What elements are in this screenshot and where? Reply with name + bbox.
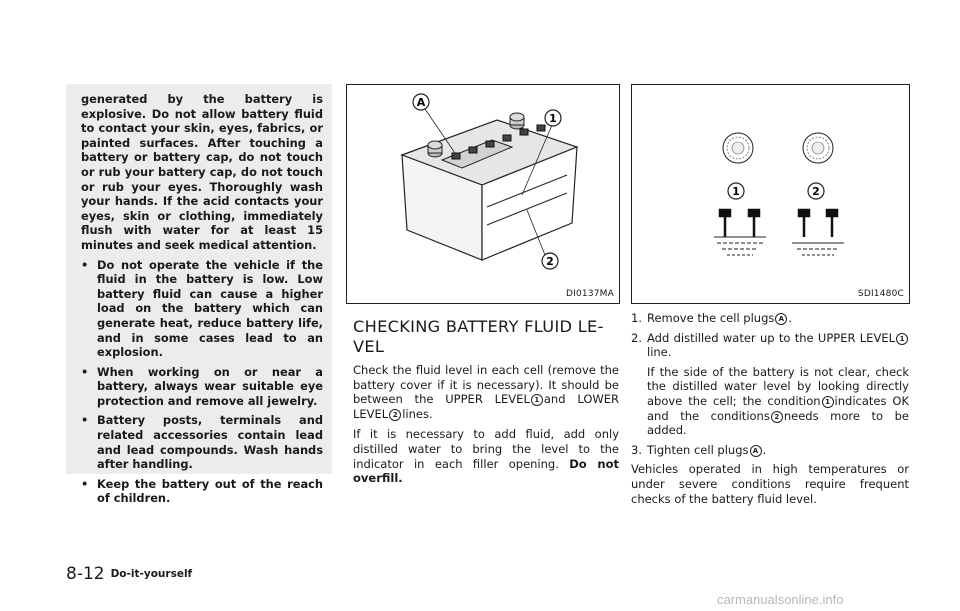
warning-intro: generated by the battery is explosive. Do not allow battery fluid to contact your skin, eyes, fabrics, or painted surfaces. After touching a battery or battery cap, do not touch or rub your battery cap, do not touch or rub your eyes. Thoroughly wash your hands. If the acid contacts your eyes, skin or clothing, immediately flush with water for at least 15 minutes and seek medical attention. — [81, 92, 323, 252]
text: Add distilled water up to the UPPER LEVEL — [647, 330, 895, 345]
paragraph — [353, 427, 619, 485]
step-2 — [631, 331, 909, 360]
text: needs more to be added. — [647, 408, 909, 438]
closing-paragraph: Vehicles operated in high temperatures or under severe conditions require frequent checks of the battery fluid level. — [631, 462, 909, 506]
text: If it is necessary to add fluid, add only distilled water to bring the level to the indicator in each filler opening. — [353, 427, 619, 471]
text: line. — [647, 345, 672, 360]
warning-bullet: • When working on or near a battery, always wear suitable eye protection and remove all jewelry. — [81, 365, 323, 409]
figure-code: DI0137MA — [565, 289, 614, 299]
step-number: 1. — [631, 311, 642, 325]
text: . — [762, 442, 767, 457]
callout-a-icon: A — [750, 445, 762, 457]
callout-1-label: 1 — [732, 185, 740, 198]
callout-2-label: 2 — [546, 255, 554, 268]
right-column-text — [631, 311, 909, 511]
middle-column-text — [353, 363, 619, 492]
battery-illustration — [347, 85, 619, 303]
bold-text: Do not overfill. — [353, 456, 619, 486]
callout-1-icon: 1 — [531, 394, 543, 406]
text: Check the fluid level in each cell (remove the battery cover if it is necessary). It should be between the UPPER LEVEL — [353, 363, 619, 407]
callout-1-label: 1 — [549, 112, 557, 125]
fluid-level-figure — [631, 84, 910, 304]
section-name: Do-it-yourself — [110, 568, 193, 580]
warning-text — [81, 92, 323, 506]
warning-bullet: • Do not operate the vehicle if the fluid in the battery is low. Low battery fluid can cause a higher load on the battery which can generate heat, reduce battery life, and in some cases lead to an explosion. — [81, 258, 323, 360]
callout-2-label: 2 — [812, 185, 820, 198]
callout-a-icon: A — [775, 313, 787, 325]
text: . — [788, 311, 793, 325]
text: Tighten cell plugs — [647, 442, 749, 457]
step-number: 2. — [631, 330, 642, 345]
warning-bullet: • Battery posts, terminals and related accessories contain lead and lead compounds. Wash hands after handling. — [81, 413, 323, 471]
section-heading: CHECKING BATTERY FLUID LE-VEL — [353, 317, 604, 356]
callout-1-icon: 1 — [896, 333, 908, 345]
warning-bullet: • Keep the battery out of the reach of children. — [81, 477, 323, 506]
text: and LOWER LEVEL — [353, 392, 620, 421]
step-2-note — [631, 365, 909, 438]
callout-2-icon: 2 — [771, 411, 783, 423]
text: lines. — [402, 406, 433, 421]
figure-code: SDI1480C — [857, 289, 904, 299]
page-footer — [66, 564, 192, 584]
callout-2-icon: 2 — [389, 409, 401, 421]
text: If the side of the battery is not clear, check the distilled water level by looking directly above the cell; the condition — [647, 364, 909, 408]
paragraph — [353, 363, 619, 421]
watermark: carmanualsonline.info — [717, 592, 844, 607]
page-number: 8-12 — [66, 564, 105, 584]
callout-1-icon: 1 — [822, 396, 834, 408]
battery-figure — [346, 84, 620, 304]
fluid-level-illustration — [632, 85, 909, 303]
callout-a-label: A — [416, 96, 426, 109]
text: indicates OK and the conditions — [647, 393, 909, 423]
step-3 — [631, 443, 909, 458]
text: Remove the cell plugs — [647, 311, 775, 325]
step-number: 3. — [631, 442, 642, 457]
step-1 — [631, 311, 909, 326]
